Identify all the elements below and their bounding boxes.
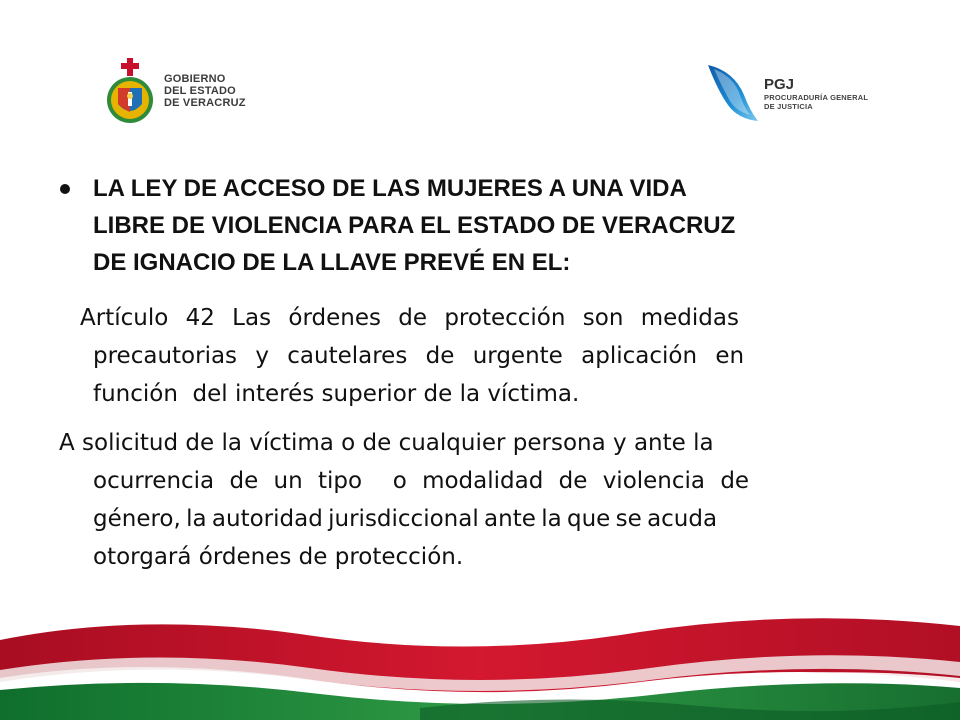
article-42-line-3-text: función del interés superior de la víctima. (93, 381, 580, 407)
veracruz-government-logo (106, 58, 266, 124)
law-heading-line-3: DE IGNACIO DE LA LLAVE PREVÉ EN EL: (93, 249, 571, 276)
law-heading (93, 170, 923, 281)
bottom-wave-banner (0, 612, 960, 720)
law-heading-line-2: LIBRE DE VIOLENCIA PARA EL ESTADO DE VERACRUZ (93, 212, 736, 239)
request-line-4 (93, 538, 463, 576)
veracruz-logo-text (164, 73, 246, 109)
pgj-logo-line-2: DE JUSTICIA (764, 101, 813, 111)
request-line-2 (93, 462, 911, 500)
pgj-wing-icon (704, 61, 760, 125)
pgj-logo-line-1: PROCURADURÍA GENERAL (764, 92, 869, 102)
article-42-line-2-text: precautorias y cautelares de urgente aplicación en (93, 343, 745, 369)
veracruz-coat-of-arms-icon (106, 58, 154, 124)
pgj-logo (704, 60, 884, 126)
request-line-1-text: A solicitud de la víctima o de cualquier persona y ante la (59, 430, 714, 456)
request-line-2-text: ocurrencia de un tipo o modalidad de violencia de (93, 468, 750, 494)
veracruz-logo-line-1: GOBIERNO (164, 73, 226, 85)
pgj-logo-text (764, 76, 868, 111)
article-42-line-1-text: Artículo 42 Las órdenes de protección son medidas (80, 305, 739, 331)
bullet-icon (60, 184, 70, 194)
article-42-line-3 (93, 375, 579, 413)
article-42-line-1 (80, 299, 911, 337)
veracruz-logo-line-3: DE VERACRUZ (164, 97, 246, 109)
request-line-4-text: otorgará órdenes de protección. (93, 544, 464, 570)
veracruz-logo-line-2: DEL ESTADO (164, 85, 236, 97)
pgj-abbreviation: PGJ (764, 75, 795, 93)
request-line-1 (59, 424, 911, 462)
law-heading-line-1: LA LEY DE ACCESO DE LAS MUJERES A UNA VIDA (93, 175, 687, 202)
request-line-3 (93, 500, 911, 538)
article-42-line-2 (93, 337, 911, 375)
request-line-3-text: género, la autoridad jurisdiccional ante la que se acuda (93, 506, 718, 532)
